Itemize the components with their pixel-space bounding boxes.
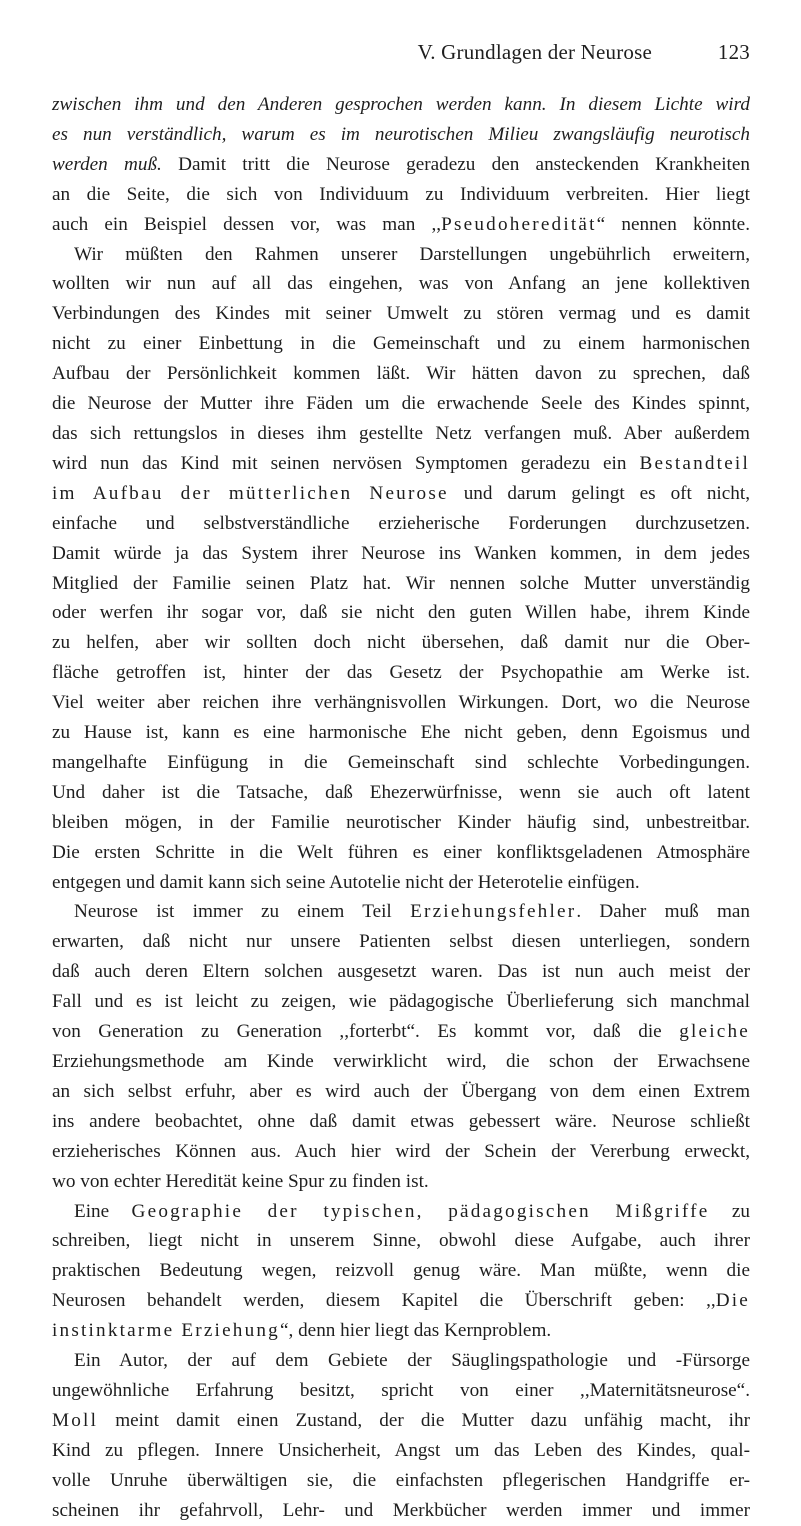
text-run: . Daher muß man (576, 901, 750, 923)
spaced-emphasis: Bestandteil (639, 452, 750, 474)
text-line (52, 1316, 750, 1346)
text-run: Neurose ist immer zu einem Teil (74, 901, 411, 923)
text-line (52, 1376, 750, 1406)
italic-text: zwischen ihm und den Anderen gesprochen werden kann. In diesem Lichte wird (52, 94, 750, 115)
text-line (52, 1436, 750, 1466)
text-run: Aufbau der Persönlichkeit kommen läßt. Wir hätten davon zu sprechen, daß (52, 363, 750, 385)
text-run: Ein Autor, der auf dem Gebiete der Säuglingspathologie und -Fürsorge (74, 1350, 750, 1372)
text-run: auch ein Beispiel dessen vor, was man ,, (52, 213, 442, 235)
text-line (52, 778, 750, 808)
body-text (52, 90, 750, 1526)
text-run: praktischen Bedeutung wegen, reizvoll genug wäre. Man müßte, wenn die (52, 1260, 750, 1282)
text-line (52, 808, 750, 838)
text-run: daß auch deren Eltern solchen ausgesetzt waren. Das ist nun auch meist der (52, 961, 750, 983)
text-run: an die Seite, die sich von Individuum zu Individuum verbreiten. Hier liegt (52, 183, 750, 205)
text-line (52, 1077, 750, 1107)
text-run: Verbindungen des Kindes mit seiner Umwelt zu stören vermag und es damit (52, 303, 750, 325)
text-run: und darum gelingt es oft nicht, (448, 482, 750, 504)
text-line (52, 718, 750, 748)
text-run: bleiben mögen, in der Familie neurotischer Kinder häufig sind, unbestreitbar. (52, 811, 750, 833)
text-line (52, 987, 750, 1017)
italic-text: werden muß. (52, 153, 162, 175)
text-run: einfache und selbstverständliche erzieherische Forderungen durchzusetzen. (52, 512, 750, 534)
text-run: “, denn hier liegt das Kernproblem. (279, 1320, 552, 1342)
text-run: an sich selbst erfuhr, aber es wird auch der Übergang von dem einen Extrem (52, 1080, 750, 1102)
spaced-emphasis: Pseudoheredität (441, 213, 597, 235)
text-line (52, 1137, 750, 1167)
text-line (52, 1496, 750, 1526)
chapter-title: V. Grundlagen der Neurose (417, 40, 652, 64)
text-run: fläche getroffen ist, hinter der das Gesetz der Psychopathie am Werke ist. (52, 662, 750, 684)
text-run: erwarten, daß nicht nur unsere Patienten selbst diesen unterliegen, sondern (52, 931, 750, 953)
text-run: ins andere beobachtet, ohne daß damit etwas gebessert wäre. Neurose schließt (52, 1110, 750, 1132)
text-line (52, 90, 750, 120)
text-run: wird nun das Kind mit seinen nervösen Symptomen geradezu ein (52, 452, 640, 474)
text-line (52, 1226, 750, 1256)
spaced-emphasis: im Aufbau der mütterlichen Neurose (52, 482, 449, 504)
text-line (52, 1017, 750, 1047)
spaced-emphasis: gleiche (679, 1021, 750, 1043)
text-run: wollten wir nun auf all das eingehen, was von Anfang an jene kollektiven (52, 273, 750, 295)
spaced-emphasis: Moll (52, 1409, 99, 1431)
text-line (52, 419, 750, 449)
text-run: Die ersten Schritte in die Welt führen es einer konfliktsgeladenen Atmosphäre (52, 841, 750, 863)
text-line (52, 389, 750, 419)
text-run: Mitglied der Familie seinen Platz hat. Wir nennen solche Mutter unverständig (52, 572, 750, 594)
text-line (52, 1167, 750, 1197)
text-line (52, 449, 750, 479)
text-run: Erziehungsmethode am Kinde verwirklicht wird, die schon der Erwachsene (52, 1051, 750, 1072)
text-line (52, 688, 750, 718)
page-number: 123 (717, 40, 750, 64)
text-run: Damit tritt die Neurose geradezu den ansteckenden Krankheiten (161, 153, 750, 175)
spaced-emphasis: Erziehungsfehler (410, 901, 577, 923)
text-line (52, 748, 750, 778)
text-line (52, 150, 750, 180)
text-run: zu (709, 1200, 750, 1222)
running-head (52, 40, 750, 74)
text-line (52, 1406, 750, 1436)
text-run: Wir müßten den Rahmen unserer Darstellungen ungebührlich erweitern, (74, 243, 750, 265)
text-line (52, 658, 750, 688)
text-run: von Generation zu Generation ,,forterbt“. Es kommt vor, daß die (52, 1021, 680, 1043)
text-line (52, 299, 750, 329)
text-run: ungewöhnliche Erfahrung besitzt, spricht von einer ,,Maternitätsneurose“. (52, 1379, 750, 1401)
text-line (52, 479, 750, 509)
text-run: wo von echter Heredität keine Spur zu finden ist. (52, 1170, 429, 1192)
text-run: das sich rettungslos in dieses ihm gestellte Netz verfangen muß. Aber außerdem (52, 422, 750, 444)
text-line (52, 180, 750, 210)
text-run: Damit würde ja das System ihrer Neurose ins Wanken kommen, in dem jedes (52, 542, 750, 564)
text-line (52, 868, 750, 898)
text-line (52, 1047, 750, 1077)
text-run: schreiben, liegt nicht in unserem Sinne, obwohl diese Aufgabe, auch ihrer (52, 1230, 750, 1252)
spaced-emphasis: instinktarme Erziehung (52, 1320, 280, 1342)
text-line (52, 359, 750, 389)
text-line (52, 1107, 750, 1137)
text-line (52, 628, 750, 658)
text-run: volle Unruhe überwältigen sie, die einfachsten pflegerischen Handgriffe er- (52, 1469, 750, 1491)
text-run: Neurosen behandelt werden, diesem Kapitel die Überschrift geben: ,, (52, 1290, 716, 1312)
text-line (52, 1286, 750, 1316)
spaced-emphasis: Die (715, 1290, 750, 1312)
text-run: entgegen und damit kann sich seine Autotelie nicht der Heterotelie einfügen. (52, 871, 640, 893)
text-run: “ nennen könnte. (596, 213, 750, 235)
text-run: Viel weiter aber reichen ihre verhängnisvollen Wirkungen. Dort, wo die Neurose (52, 692, 750, 714)
text-run: nicht zu einer Einbettung in die Gemeinschaft und zu einem harmonischen (52, 333, 750, 355)
text-line (52, 329, 750, 359)
text-line (52, 1256, 750, 1286)
text-line (52, 1197, 750, 1227)
text-line (52, 897, 750, 927)
text-run: Fall und es ist leicht zu zeigen, wie pädagogische Überlieferung sich manchmal (52, 991, 750, 1013)
text-run: mangelhafte Einfügung in die Gemeinschaft sind schlechte Vorbedingungen. (52, 751, 750, 773)
text-run: meint damit einen Zustand, der die Mutter dazu unfähig macht, ihr (98, 1409, 750, 1431)
text-run: zu Hause ist, kann es eine harmonische Ehe nicht geben, denn Egoismus und (52, 722, 750, 744)
text-line (52, 509, 750, 539)
text-line (52, 1466, 750, 1496)
text-run: oder werfen ihr sogar vor, daß sie nicht den guten Willen habe, ihrem Kinde (52, 602, 750, 624)
book-page (52, 40, 750, 1526)
text-line (52, 240, 750, 270)
text-line (52, 957, 750, 987)
text-line (52, 927, 750, 957)
text-run: Kind zu pflegen. Innere Unsicherheit, Angst um das Leben des Kindes, qual- (52, 1439, 750, 1461)
text-run: Eine (74, 1200, 132, 1222)
text-line (52, 1346, 750, 1376)
text-run: erzieherisches Können aus. Auch hier wird der Schein der Vererbung erweckt, (52, 1140, 750, 1162)
text-line (52, 598, 750, 628)
text-line (52, 569, 750, 599)
text-line (52, 269, 750, 299)
text-run: zu helfen, aber wir sollten doch nicht übersehen, daß damit nur die Ober- (52, 632, 750, 654)
text-line (52, 210, 750, 240)
text-run: scheinen ihr gefahrvoll, Lehr- und Merkbücher werden immer und immer (52, 1499, 750, 1521)
spaced-emphasis: Geographie der typischen, pädagogischen Mißgriffe (131, 1200, 710, 1222)
text-line (52, 838, 750, 868)
text-run: die Neurose der Mutter ihre Fäden um die erwachende Seele des Kindes spinnt, (52, 393, 750, 415)
text-line (52, 120, 750, 150)
text-run: Und daher ist die Tatsache, daß Ehezerwürfnisse, wenn sie auch oft latent (52, 781, 750, 803)
text-line (52, 539, 750, 569)
italic-text: es nun verständlich, warum es im neurotischen Milieu zwangsläufig neurotisch (52, 123, 750, 145)
